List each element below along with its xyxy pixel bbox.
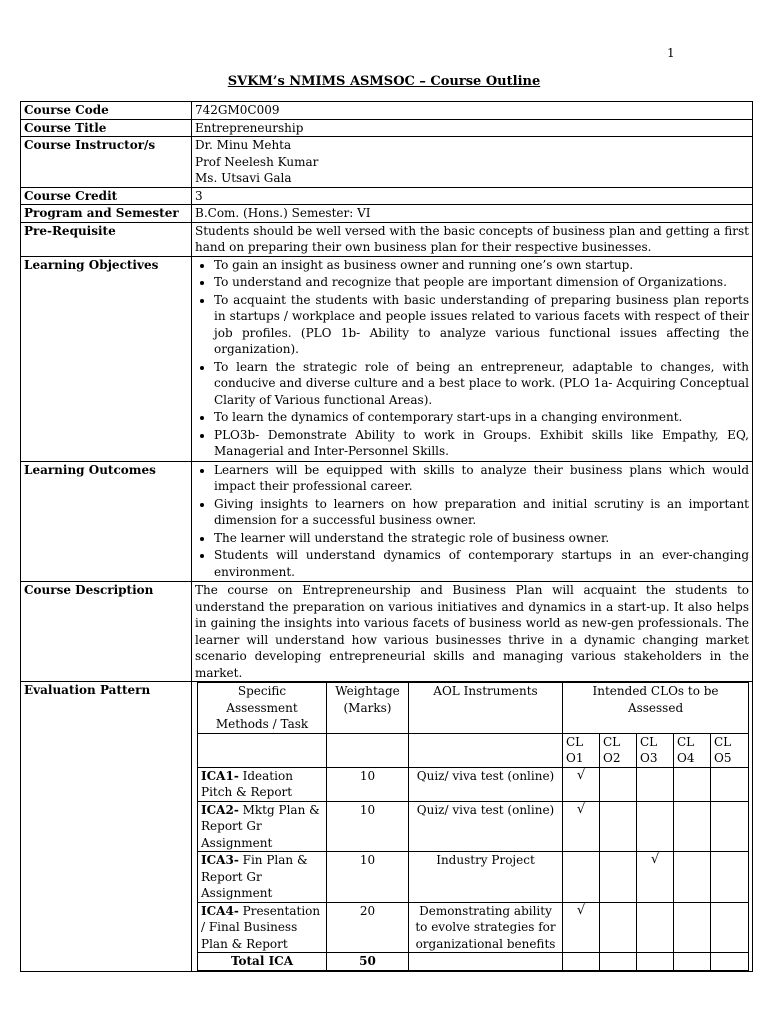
course-title-value: Entrepreneurship (192, 119, 753, 137)
task-code: ICA4- (201, 903, 239, 918)
instructor-name: Ms. Utsavi Gala (195, 171, 292, 185)
instructors-value (192, 137, 753, 188)
row-description (21, 582, 753, 682)
instructor-name: Prof Neelesh Kumar (195, 154, 319, 169)
clo-check (637, 801, 674, 852)
row-evaluation (21, 682, 753, 972)
clo-check (674, 852, 711, 903)
course-code-label: Course Code (21, 102, 192, 120)
instrument-cell: Quiz/ viva test (online) (409, 801, 563, 852)
outcomes-value (192, 461, 753, 582)
task-name: Ideation Pitch & Report (201, 768, 293, 799)
row-course-title (21, 119, 753, 137)
evaluation-value (192, 682, 753, 972)
instructors-label: Course Instructor/s (21, 137, 192, 188)
outcomes-label: Learning Outcomes (21, 461, 192, 582)
total-label: Total ICA (198, 953, 327, 971)
clo-check (600, 902, 637, 953)
marks-cell: 10 (327, 767, 409, 801)
clo-check (674, 767, 711, 801)
task-code: ICA1- (201, 768, 239, 783)
prerequisite-value: Students should be well versed with the basic concepts of business plan and getting a first hand on preparing their own business plan for their respective businesses. (192, 222, 753, 256)
clo-check (563, 852, 600, 903)
clo-check (637, 767, 674, 801)
eval-row (198, 852, 749, 903)
clo-check: √ (563, 801, 600, 852)
clo-check: √ (563, 767, 600, 801)
evaluation-label: Evaluation Pattern (21, 682, 192, 972)
clo-check (600, 801, 637, 852)
objective-item: • To understand and recognize that people are important dimension of Organizations. (214, 274, 749, 291)
task-code: ICA3- (201, 853, 239, 867)
clos-header: Intended CLOs to be Assessed (563, 683, 749, 734)
description-label: Course Description (21, 582, 192, 682)
marks-cell: 20 (327, 902, 409, 953)
objective-item: • To acquaint the students with basic understanding of preparing business plan reports in startups / workplace and people issues related to various facets with respect of their job profiles. (PLO 1b- Ability to analyze various functional issues affecting the organization). (214, 292, 749, 358)
row-course-code (21, 102, 753, 120)
description-value: The course on Entrepreneurship and Business Plan will acquaint the students to understand the preparation on various initiatives and dynamics in a start-up. It also helps in gaining the insights into various facets of business world as new-gen professionals. The learner will understand how various businesses thrive in a dynamic changing market scenario developing entrepreneurial skills and managing various stakeholders in the market. (192, 582, 753, 682)
row-instructors (21, 137, 753, 188)
evaluation-table (197, 682, 749, 971)
program-value: B.Com. (Hons.) Semester: VI (192, 205, 753, 223)
page-number: 1 (667, 46, 675, 60)
task-cell (198, 767, 327, 801)
instructor-name: Dr. Minu Mehta (195, 138, 292, 152)
task-name: Fin Plan & Report Gr Assignment (201, 853, 308, 900)
objective-item: • PLO3b- Demonstrate Ability to work in Groups. Exhibit skills like Empathy, EQ, Managerial and Inter-Personnel Skills. (214, 427, 749, 460)
clo-check (600, 767, 637, 801)
clo-check (711, 801, 749, 852)
eval-header-row (198, 683, 749, 734)
total-row (198, 953, 749, 971)
clo-check: √ (637, 852, 674, 903)
outcome-item: • Students will understand dynamics of contemporary startups in an ever-changing environment. (214, 547, 749, 580)
objective-item: • To learn the strategic role of being an entrepreneur, adaptable to changes, with conducive and diverse culture and a best place to work. (PLO 1a- Acquiring Conceptual Clarity of Various functional Areas). (214, 359, 749, 409)
row-program (21, 205, 753, 223)
clo-check (674, 902, 711, 953)
objective-item: • To gain an insight as business owner and running one’s own startup. (214, 257, 749, 274)
task-cell (198, 801, 327, 852)
marks-cell: 10 (327, 852, 409, 903)
course-credit-label: Course Credit (21, 187, 192, 205)
clo-label: CL O1 (563, 733, 600, 767)
clo-check: √ (563, 902, 600, 953)
clo-label: CL O5 (711, 733, 749, 767)
row-outcomes (21, 461, 753, 582)
task-code: ICA2- (201, 802, 239, 817)
task-cell (198, 852, 327, 903)
task-name: Presentation / Final Business Plan & Report (201, 903, 321, 951)
row-objectives (21, 256, 753, 461)
course-title-label: Course Title (21, 119, 192, 137)
weightage-header: Weightage (Marks) (327, 683, 409, 734)
course-credit-value: 3 (192, 187, 753, 205)
row-prerequisite (21, 222, 753, 256)
clo-label-row (198, 733, 749, 767)
course-code-value: 742GM0C009 (192, 102, 753, 120)
course-outline-table (20, 101, 753, 972)
task-name: Mktg Plan & Report Gr Assignment (201, 802, 320, 850)
clo-label: CL O4 (674, 733, 711, 767)
clo-check (711, 767, 749, 801)
clo-label: CL O2 (600, 733, 637, 767)
outcome-item: • Learners will be equipped with skills to analyze their business plans which would impact their professional career. (214, 462, 749, 495)
clo-check (600, 852, 637, 903)
outcomes-list (195, 462, 749, 581)
task-cell (198, 902, 327, 953)
clo-check (674, 801, 711, 852)
eval-row (198, 902, 749, 953)
total-marks: 50 (327, 953, 409, 971)
prerequisite-label: Pre-Requisite (21, 222, 192, 256)
clo-check (711, 902, 749, 953)
objective-item: • To learn the dynamics of contemporary start-ups in a changing environment. (214, 409, 749, 426)
instrument-cell: Demonstrating ability to evolve strategies for organizational benefits (409, 902, 563, 953)
row-course-credit (21, 187, 753, 205)
clo-check (637, 902, 674, 953)
document-title: SVKM’s NMIMS ASMSOC – Course Outline (227, 74, 541, 89)
outcome-item: • Giving insights to learners on how preparation and initial scrutiny is an important dimension for a successful business owner. (214, 496, 749, 529)
objectives-label: Learning Objectives (21, 256, 192, 461)
outcome-item: • The learner will understand the strategic role of business owner. (214, 530, 749, 547)
eval-row (198, 801, 749, 852)
clo-check (711, 852, 749, 903)
method-header: Specific Assessment Methods / Task (198, 683, 327, 734)
program-label: Program and Semester (21, 205, 192, 223)
marks-cell: 10 (327, 801, 409, 852)
clo-label: CL O3 (637, 733, 674, 767)
eval-row (198, 767, 749, 801)
instrument-cell: Quiz/ viva test (online) (409, 767, 563, 801)
objectives-list (195, 257, 749, 460)
instruments-header: AOL Instruments (409, 683, 563, 734)
instrument-cell: Industry Project (409, 852, 563, 903)
objectives-value (192, 256, 753, 461)
